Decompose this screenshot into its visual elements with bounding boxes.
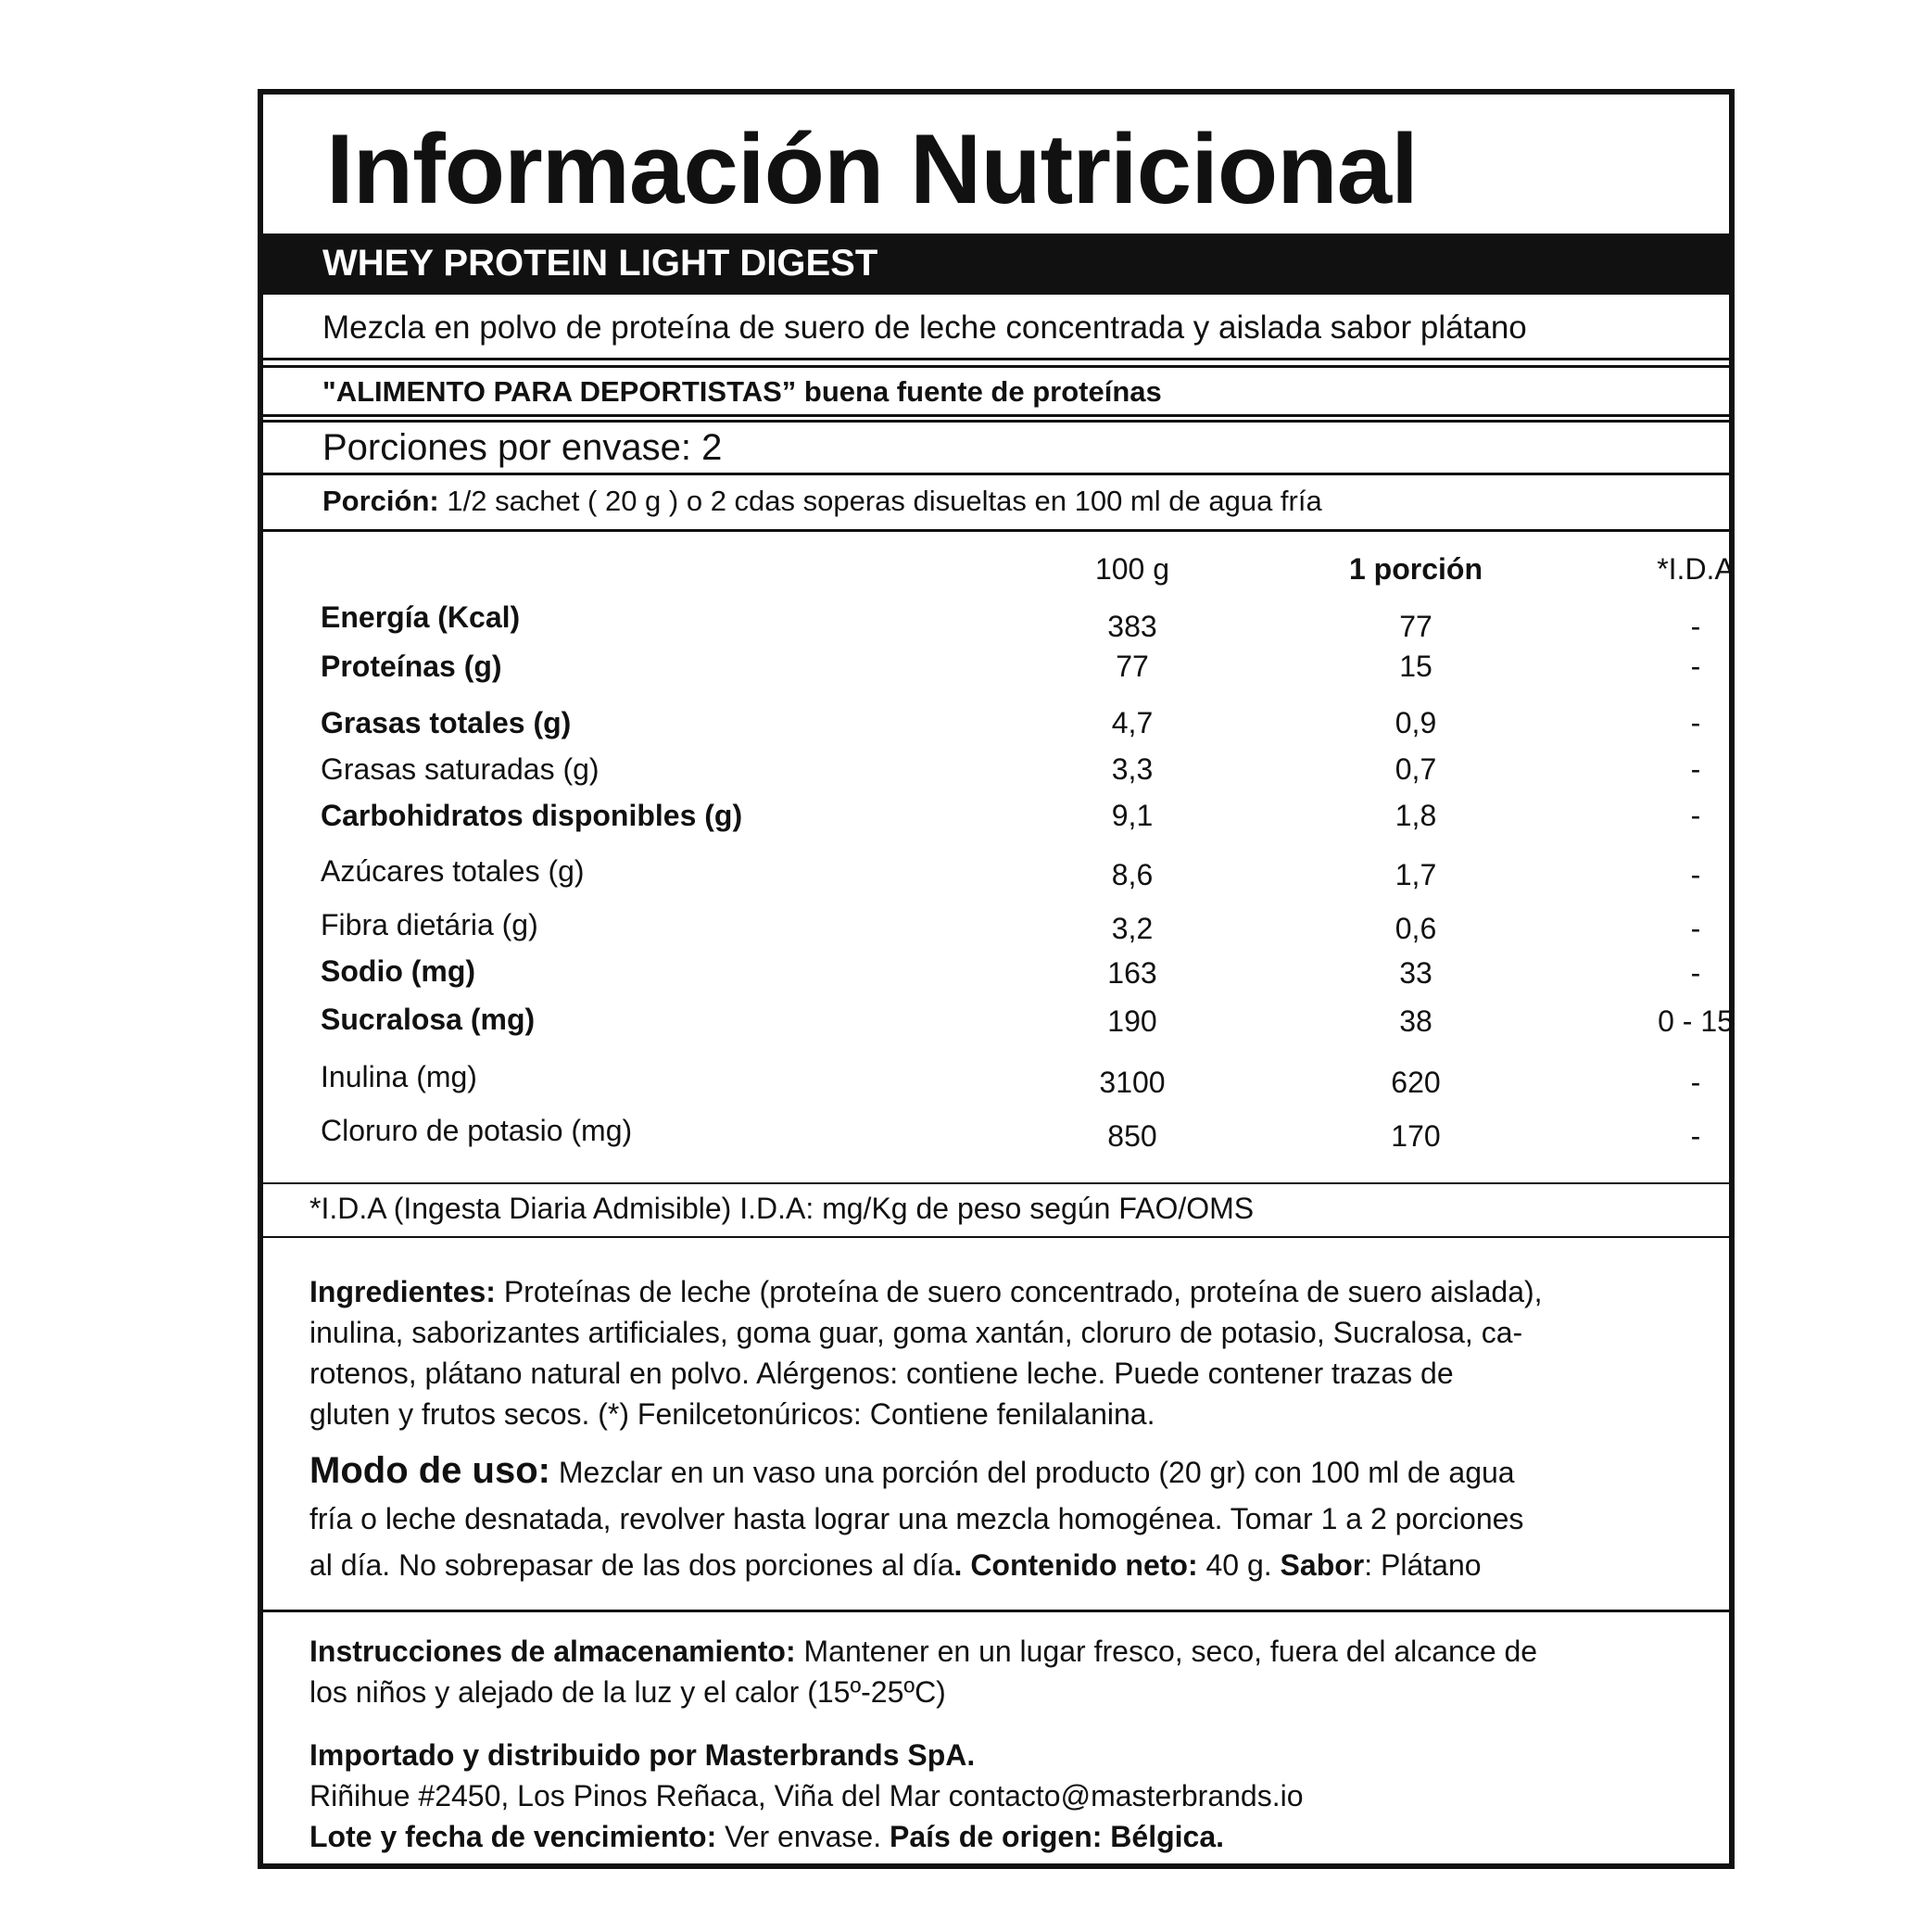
storage-paragraph bbox=[309, 1631, 1699, 1712]
usage-label: Modo de uso: bbox=[309, 1450, 550, 1491]
value-portion: 77 bbox=[1399, 610, 1432, 643]
column-header-portion: 1 porción bbox=[1348, 552, 1483, 586]
divider bbox=[263, 365, 1729, 368]
storage-line: Mantener en un lugar fresco, seco, fuera del alcance de bbox=[795, 1635, 1538, 1668]
nutrient-name: Grasas totales (g) bbox=[321, 706, 572, 739]
value-portion: 1,8 bbox=[1395, 799, 1437, 832]
value-100g: 190 bbox=[1107, 1004, 1157, 1038]
ingredients-line: Proteínas de leche (proteína de suero concentrado, proteína de suero aislada), bbox=[495, 1275, 1543, 1308]
value-100g: 3100 bbox=[1099, 1066, 1166, 1099]
nutrient-name: Sodio (mg) bbox=[321, 954, 476, 988]
storage-label: Instrucciones de almacenamiento: bbox=[309, 1635, 796, 1668]
value-100g: 3,2 bbox=[1111, 912, 1154, 945]
value-ida: - bbox=[1690, 1119, 1701, 1153]
value-100g: 3,3 bbox=[1111, 752, 1154, 786]
net-content-label: . Contenido neto: bbox=[953, 1548, 1198, 1582]
value-100g: 850 bbox=[1107, 1119, 1157, 1153]
value-ida: 0 - 15 bbox=[1658, 1004, 1734, 1038]
value-portion: 15 bbox=[1399, 650, 1432, 683]
value-ida: - bbox=[1690, 858, 1701, 891]
value-100g: 9,1 bbox=[1111, 799, 1154, 832]
divider bbox=[263, 473, 1729, 475]
nutrient-name: Azúcares totales (g) bbox=[321, 854, 585, 888]
value-100g: 4,7 bbox=[1111, 706, 1154, 739]
usage-line: fría o leche desnatada, revolver hasta lograr una mezcla homogénea. Tomar 1 a 2 porciones bbox=[309, 1502, 1524, 1535]
nutrient-name: Sucralosa (mg) bbox=[321, 1003, 536, 1036]
flavor-value: : Plátano bbox=[1364, 1548, 1482, 1582]
value-ida: - bbox=[1690, 610, 1701, 643]
ingredients-line: rotenos, plátano natural en polvo. Alérgenos: contiene leche. Puede contener trazas de bbox=[309, 1357, 1454, 1390]
nutrient-name: Energía (Kcal) bbox=[321, 600, 521, 634]
ingredients-paragraph bbox=[309, 1271, 1699, 1434]
page-title: Información Nutricional bbox=[326, 113, 1418, 224]
nutrient-name: Cloruro de potasio (mg) bbox=[321, 1114, 633, 1147]
storage-line: los niños y alejado de la luz y el calor (15º-25ºC) bbox=[309, 1675, 946, 1709]
nutrient-name: Fibra dietária (g) bbox=[321, 908, 538, 941]
value-100g: 383 bbox=[1107, 610, 1157, 643]
usage-line: Mezclar en un vaso una porción del producto (20 gr) con 100 ml de agua bbox=[549, 1456, 1515, 1489]
divider bbox=[263, 414, 1729, 417]
nutrient-name: Carbohidratos disponibles (g) bbox=[321, 799, 743, 832]
value-portion: 38 bbox=[1399, 1004, 1432, 1038]
product-claim: "ALIMENTO PARA DEPORTISTAS” buena fuente de proteínas bbox=[322, 375, 1162, 408]
divider bbox=[263, 420, 1729, 423]
net-content-value: 40 g. bbox=[1197, 1548, 1281, 1582]
portion-label: Porción: bbox=[322, 485, 439, 517]
value-portion: 1,7 bbox=[1395, 858, 1437, 891]
value-portion: 0,6 bbox=[1395, 912, 1437, 945]
nutrient-name: Inulina (mg) bbox=[321, 1060, 477, 1093]
servings-per-container: Porciones por envase: 2 bbox=[322, 427, 723, 468]
nutrition-label bbox=[258, 89, 1735, 1869]
lot-label: Lote y fecha de vencimiento: bbox=[309, 1820, 717, 1853]
value-ida: - bbox=[1690, 706, 1701, 739]
value-portion: 0,7 bbox=[1395, 752, 1437, 786]
value-100g: 77 bbox=[1116, 650, 1149, 683]
nutrient-name: Proteínas (g) bbox=[321, 650, 502, 683]
value-ida: - bbox=[1690, 799, 1701, 832]
value-portion: 620 bbox=[1391, 1066, 1441, 1099]
value-portion: 0,9 bbox=[1395, 706, 1437, 739]
value-100g: 8,6 bbox=[1111, 858, 1154, 891]
value-ida: - bbox=[1690, 1066, 1701, 1099]
divider bbox=[263, 1610, 1729, 1612]
product-name-banner bbox=[263, 234, 1729, 295]
country-of-origin: País de origen: Bélgica. bbox=[890, 1820, 1224, 1853]
value-100g: 163 bbox=[1107, 956, 1157, 990]
divider bbox=[263, 529, 1729, 532]
column-header-100g: 100 g bbox=[1094, 552, 1170, 586]
value-ida: - bbox=[1690, 956, 1701, 990]
importer-address: Riñihue #2450, Los Pinos Reñaca, Viña del Mar contacto@masterbrands.io bbox=[309, 1779, 1304, 1812]
usage-line: al día. No sobrepasar de las dos porciones al día bbox=[309, 1548, 954, 1582]
ida-footnote: *I.D.A (Ingesta Diaria Admisible) I.D.A: mg/Kg de peso según FAO/OMS bbox=[309, 1192, 1255, 1225]
portion-size bbox=[322, 485, 1322, 518]
flavor-label: Sabor bbox=[1280, 1548, 1365, 1582]
divider bbox=[263, 358, 1729, 360]
portion-value: 1/2 sachet ( 20 g ) o 2 cdas soperas disueltas en 100 ml de agua fría bbox=[447, 485, 1322, 517]
divider bbox=[263, 1236, 1729, 1238]
importer-paragraph bbox=[309, 1735, 1699, 1857]
value-ida: - bbox=[1690, 912, 1701, 945]
value-ida: - bbox=[1690, 650, 1701, 683]
ingredients-line: gluten y frutos secos. (*) Fenilcetonúricos: Contiene fenilalanina. bbox=[309, 1397, 1155, 1431]
value-portion: 170 bbox=[1391, 1119, 1441, 1153]
column-header-ida: *I.D.A bbox=[1657, 552, 1735, 586]
importer-name: Importado y distribuido por Masterbrands SpA. bbox=[309, 1738, 976, 1772]
value-portion: 33 bbox=[1399, 956, 1432, 990]
product-name: WHEY PROTEIN LIGHT DIGEST bbox=[322, 243, 878, 284]
product-description: Mezcla en polvo de proteína de suero de leche concentrada y aislada sabor plátano bbox=[322, 309, 1527, 346]
value-ida: - bbox=[1690, 752, 1701, 786]
nutrient-name: Grasas saturadas (g) bbox=[321, 752, 599, 786]
divider bbox=[263, 1182, 1729, 1184]
ingredients-label: Ingredientes: bbox=[309, 1275, 496, 1308]
lot-value: Ver envase. bbox=[716, 1820, 890, 1853]
usage-paragraph bbox=[309, 1447, 1699, 1588]
ingredients-line: inulina, saborizantes artificiales, goma guar, goma xantán, cloruro de potasio, Sucralosa, ca- bbox=[309, 1316, 1523, 1349]
